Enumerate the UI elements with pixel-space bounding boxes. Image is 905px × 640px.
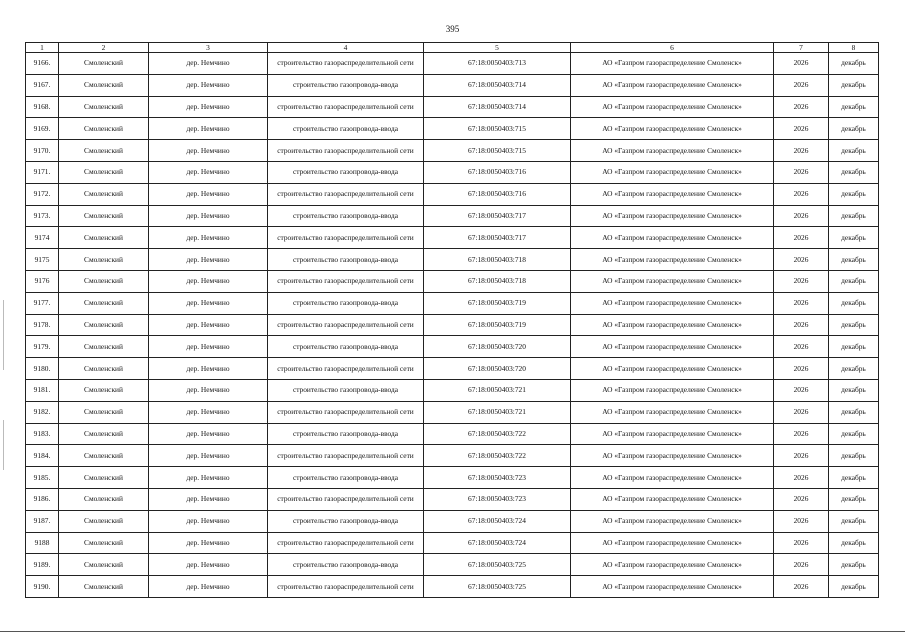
year-cell: 2026 — [774, 358, 829, 380]
cadastral-number-cell: 67:18:0050403:724 — [424, 532, 571, 554]
year-cell: 2026 — [774, 314, 829, 336]
cadastral-number-cell: 67:18:0050403:713 — [424, 53, 571, 75]
district-cell: Смоленский — [59, 183, 149, 205]
row-number-cell: 9177. — [26, 292, 59, 314]
settlement-cell: дер. Немчино — [149, 74, 268, 96]
row-number-cell: 9181. — [26, 379, 59, 401]
row-number-cell: 9184. — [26, 445, 59, 467]
settlement-cell: дер. Немчино — [149, 314, 268, 336]
table-row — [26, 336, 879, 358]
table-row — [26, 554, 879, 576]
settlement-cell: дер. Немчино — [149, 401, 268, 423]
settlement-cell: дер. Немчино — [149, 140, 268, 162]
organization-cell: АО «Газпром газораспределение Смоленск» — [571, 358, 774, 380]
month-cell: декабрь — [829, 576, 879, 598]
table-row — [26, 96, 879, 118]
year-cell: 2026 — [774, 467, 829, 489]
table-row — [26, 140, 879, 162]
settlement-cell: дер. Немчино — [149, 336, 268, 358]
district-cell: Смоленский — [59, 576, 149, 598]
year-cell: 2026 — [774, 53, 829, 75]
month-cell: декабрь — [829, 292, 879, 314]
work-type-cell: строительство газопровода-ввода — [268, 249, 424, 271]
year-cell: 2026 — [774, 379, 829, 401]
table-row — [26, 358, 879, 380]
work-type-cell: строительство газопровода-ввода — [268, 423, 424, 445]
table-row — [26, 249, 879, 271]
district-cell: Смоленский — [59, 532, 149, 554]
organization-cell: АО «Газпром газораспределение Смоленск» — [571, 74, 774, 96]
settlement-cell: дер. Немчино — [149, 423, 268, 445]
work-type-cell: строительство газопровода-ввода — [268, 205, 424, 227]
organization-cell: АО «Газпром газораспределение Смоленск» — [571, 379, 774, 401]
cadastral-number-cell: 67:18:0050403:716 — [424, 161, 571, 183]
cadastral-number-cell: 67:18:0050403:721 — [424, 379, 571, 401]
column-header: 6 — [571, 43, 774, 53]
work-type-cell: строительство газораспределительной сети — [268, 488, 424, 510]
organization-cell: АО «Газпром газораспределение Смоленск» — [571, 183, 774, 205]
row-number-cell: 9175 — [26, 249, 59, 271]
settlement-cell: дер. Немчино — [149, 183, 268, 205]
month-cell: декабрь — [829, 249, 879, 271]
organization-cell: АО «Газпром газораспределение Смоленск» — [571, 510, 774, 532]
row-number-cell: 9188 — [26, 532, 59, 554]
organization-cell: АО «Газпром газораспределение Смоленск» — [571, 249, 774, 271]
work-type-cell: строительство газораспределительной сети — [268, 183, 424, 205]
column-header: 7 — [774, 43, 829, 53]
settlement-cell: дер. Немчино — [149, 96, 268, 118]
table-row — [26, 467, 879, 489]
month-cell: декабрь — [829, 467, 879, 489]
district-cell: Смоленский — [59, 74, 149, 96]
month-cell: декабрь — [829, 96, 879, 118]
column-header: 2 — [59, 43, 149, 53]
table-row — [26, 532, 879, 554]
row-number-cell: 9171. — [26, 161, 59, 183]
table-row — [26, 227, 879, 249]
year-cell: 2026 — [774, 74, 829, 96]
table-row — [26, 401, 879, 423]
row-number-cell: 9190. — [26, 576, 59, 598]
district-cell: Смоленский — [59, 292, 149, 314]
settlement-cell: дер. Немчино — [149, 227, 268, 249]
month-cell: декабрь — [829, 336, 879, 358]
cadastral-number-cell: 67:18:0050403:723 — [424, 488, 571, 510]
work-type-cell: строительство газораспределительной сети — [268, 358, 424, 380]
row-number-cell: 9174 — [26, 227, 59, 249]
row-number-cell: 9169. — [26, 118, 59, 140]
district-cell: Смоленский — [59, 140, 149, 162]
settlement-cell: дер. Немчино — [149, 510, 268, 532]
settlement-cell: дер. Немчино — [149, 358, 268, 380]
table-row — [26, 118, 879, 140]
district-cell: Смоленский — [59, 336, 149, 358]
year-cell: 2026 — [774, 554, 829, 576]
year-cell: 2026 — [774, 118, 829, 140]
district-cell: Смоленский — [59, 554, 149, 576]
year-cell: 2026 — [774, 270, 829, 292]
table-row — [26, 488, 879, 510]
work-type-cell: строительство газораспределительной сети — [268, 140, 424, 162]
column-header: 8 — [829, 43, 879, 53]
year-cell: 2026 — [774, 205, 829, 227]
settlement-cell: дер. Немчино — [149, 161, 268, 183]
header-row — [26, 43, 879, 53]
cadastral-number-cell: 67:18:0050403:715 — [424, 140, 571, 162]
work-type-cell: строительство газораспределительной сети — [268, 445, 424, 467]
row-number-cell: 9179. — [26, 336, 59, 358]
cadastral-number-cell: 67:18:0050403:720 — [424, 336, 571, 358]
settlement-cell: дер. Немчино — [149, 379, 268, 401]
district-cell: Смоленский — [59, 249, 149, 271]
table-body — [26, 53, 879, 598]
work-type-cell: строительство газораспределительной сети — [268, 227, 424, 249]
cadastral-number-cell: 67:18:0050403:719 — [424, 314, 571, 336]
month-cell: декабрь — [829, 554, 879, 576]
table-row — [26, 576, 879, 598]
month-cell: декабрь — [829, 510, 879, 532]
settlement-cell: дер. Немчино — [149, 576, 268, 598]
organization-cell: АО «Газпром газораспределение Смоленск» — [571, 554, 774, 576]
work-type-cell: строительство газопровода-ввода — [268, 379, 424, 401]
year-cell: 2026 — [774, 96, 829, 118]
month-cell: декабрь — [829, 445, 879, 467]
year-cell: 2026 — [774, 488, 829, 510]
cadastral-number-cell: 67:18:0050403:725 — [424, 576, 571, 598]
district-cell: Смоленский — [59, 488, 149, 510]
work-type-cell: строительство газораспределительной сети — [268, 270, 424, 292]
row-number-cell: 9176 — [26, 270, 59, 292]
row-number-cell: 9183. — [26, 423, 59, 445]
settlement-cell: дер. Немчино — [149, 249, 268, 271]
table-row — [26, 53, 879, 75]
district-cell: Смоленский — [59, 379, 149, 401]
row-number-cell: 9185. — [26, 467, 59, 489]
district-cell: Смоленский — [59, 510, 149, 532]
year-cell: 2026 — [774, 510, 829, 532]
organization-cell: АО «Газпром газораспределение Смоленск» — [571, 532, 774, 554]
district-cell: Смоленский — [59, 118, 149, 140]
table-row — [26, 423, 879, 445]
year-cell: 2026 — [774, 183, 829, 205]
settlement-cell: дер. Немчино — [149, 445, 268, 467]
year-cell: 2026 — [774, 292, 829, 314]
district-cell: Смоленский — [59, 445, 149, 467]
scan-edge-mark — [3, 420, 4, 470]
row-number-cell: 9167. — [26, 74, 59, 96]
cadastral-number-cell: 67:18:0050403:721 — [424, 401, 571, 423]
organization-cell: АО «Газпром газораспределение Смоленск» — [571, 227, 774, 249]
work-type-cell: строительство газораспределительной сети — [268, 576, 424, 598]
district-cell: Смоленский — [59, 96, 149, 118]
year-cell: 2026 — [774, 532, 829, 554]
work-type-cell: строительство газопровода-ввода — [268, 336, 424, 358]
settlement-cell: дер. Немчино — [149, 488, 268, 510]
row-number-cell: 9173. — [26, 205, 59, 227]
year-cell: 2026 — [774, 401, 829, 423]
organization-cell: АО «Газпром газораспределение Смоленск» — [571, 118, 774, 140]
organization-cell: АО «Газпром газораспределение Смоленск» — [571, 401, 774, 423]
organization-cell: АО «Газпром газораспределение Смоленск» — [571, 467, 774, 489]
year-cell: 2026 — [774, 576, 829, 598]
settlement-cell: дер. Немчино — [149, 270, 268, 292]
district-cell: Смоленский — [59, 467, 149, 489]
column-header: 1 — [26, 43, 59, 53]
row-number-cell: 9166. — [26, 53, 59, 75]
organization-cell: АО «Газпром газораспределение Смоленск» — [571, 292, 774, 314]
cadastral-number-cell: 67:18:0050403:722 — [424, 445, 571, 467]
settlement-cell: дер. Немчино — [149, 532, 268, 554]
month-cell: декабрь — [829, 401, 879, 423]
row-number-cell: 9187. — [26, 510, 59, 532]
table-row — [26, 183, 879, 205]
column-header: 4 — [268, 43, 424, 53]
month-cell: декабрь — [829, 227, 879, 249]
month-cell: декабрь — [829, 74, 879, 96]
work-type-cell: строительство газопровода-ввода — [268, 161, 424, 183]
cadastral-number-cell: 67:18:0050403:718 — [424, 270, 571, 292]
work-type-cell: строительство газопровода-ввода — [268, 554, 424, 576]
cadastral-number-cell: 67:18:0050403:717 — [424, 227, 571, 249]
month-cell: декабрь — [829, 532, 879, 554]
month-cell: декабрь — [829, 161, 879, 183]
table-row — [26, 74, 879, 96]
month-cell: декабрь — [829, 314, 879, 336]
organization-cell: АО «Газпром газораспределение Смоленск» — [571, 423, 774, 445]
cadastral-number-cell: 67:18:0050403:722 — [424, 423, 571, 445]
work-type-cell: строительство газораспределительной сети — [268, 401, 424, 423]
organization-cell: АО «Газпром газораспределение Смоленск» — [571, 161, 774, 183]
work-type-cell: строительство газораспределительной сети — [268, 96, 424, 118]
table-row — [26, 270, 879, 292]
row-number-cell: 9170. — [26, 140, 59, 162]
month-cell: декабрь — [829, 423, 879, 445]
cadastral-number-cell: 67:18:0050403:714 — [424, 74, 571, 96]
work-type-cell: строительство газораспределительной сети — [268, 53, 424, 75]
month-cell: декабрь — [829, 183, 879, 205]
registry-table — [25, 42, 879, 598]
year-cell: 2026 — [774, 336, 829, 358]
year-cell: 2026 — [774, 249, 829, 271]
work-type-cell: строительство газопровода-ввода — [268, 292, 424, 314]
row-number-cell: 9168. — [26, 96, 59, 118]
row-number-cell: 9172. — [26, 183, 59, 205]
cadastral-number-cell: 67:18:0050403:725 — [424, 554, 571, 576]
month-cell: декабрь — [829, 140, 879, 162]
district-cell: Смоленский — [59, 423, 149, 445]
organization-cell: АО «Газпром газораспределение Смоленск» — [571, 314, 774, 336]
district-cell: Смоленский — [59, 205, 149, 227]
column-header: 3 — [149, 43, 268, 53]
month-cell: декабрь — [829, 379, 879, 401]
settlement-cell: дер. Немчино — [149, 292, 268, 314]
work-type-cell: строительство газопровода-ввода — [268, 74, 424, 96]
month-cell: декабрь — [829, 205, 879, 227]
cadastral-number-cell: 67:18:0050403:716 — [424, 183, 571, 205]
page-number: 395 — [445, 24, 460, 34]
settlement-cell: дер. Немчино — [149, 118, 268, 140]
row-number-cell: 9178. — [26, 314, 59, 336]
month-cell: декабрь — [829, 358, 879, 380]
table-row — [26, 314, 879, 336]
page-bottom-rule — [0, 631, 905, 632]
table-row — [26, 161, 879, 183]
cadastral-number-cell: 67:18:0050403:723 — [424, 467, 571, 489]
column-header: 5 — [424, 43, 571, 53]
year-cell: 2026 — [774, 445, 829, 467]
month-cell: декабрь — [829, 488, 879, 510]
row-number-cell: 9186. — [26, 488, 59, 510]
month-cell: декабрь — [829, 118, 879, 140]
month-cell: декабрь — [829, 270, 879, 292]
settlement-cell: дер. Немчино — [149, 53, 268, 75]
scan-edge-mark — [3, 300, 4, 370]
row-number-cell: 9182. — [26, 401, 59, 423]
district-cell: Смоленский — [59, 270, 149, 292]
organization-cell: АО «Газпром газораспределение Смоленск» — [571, 445, 774, 467]
settlement-cell: дер. Немчино — [149, 205, 268, 227]
row-number-cell: 9180. — [26, 358, 59, 380]
year-cell: 2026 — [774, 140, 829, 162]
organization-cell: АО «Газпром газораспределение Смоленск» — [571, 488, 774, 510]
cadastral-number-cell: 67:18:0050403:715 — [424, 118, 571, 140]
cadastral-number-cell: 67:18:0050403:717 — [424, 205, 571, 227]
organization-cell: АО «Газпром газораспределение Смоленск» — [571, 336, 774, 358]
organization-cell: АО «Газпром газораспределение Смоленск» — [571, 205, 774, 227]
work-type-cell: строительство газораспределительной сети — [268, 532, 424, 554]
district-cell: Смоленский — [59, 314, 149, 336]
month-cell: декабрь — [829, 53, 879, 75]
work-type-cell: строительство газопровода-ввода — [268, 467, 424, 489]
organization-cell: АО «Газпром газораспределение Смоленск» — [571, 576, 774, 598]
district-cell: Смоленский — [59, 401, 149, 423]
work-type-cell: строительство газораспределительной сети — [268, 314, 424, 336]
district-cell: Смоленский — [59, 358, 149, 380]
work-type-cell: строительство газопровода-ввода — [268, 510, 424, 532]
year-cell: 2026 — [774, 161, 829, 183]
year-cell: 2026 — [774, 227, 829, 249]
district-cell: Смоленский — [59, 161, 149, 183]
cadastral-number-cell: 67:18:0050403:718 — [424, 249, 571, 271]
district-cell: Смоленский — [59, 227, 149, 249]
table-row — [26, 379, 879, 401]
settlement-cell: дер. Немчино — [149, 554, 268, 576]
table-row — [26, 292, 879, 314]
organization-cell: АО «Газпром газораспределение Смоленск» — [571, 270, 774, 292]
settlement-cell: дер. Немчино — [149, 467, 268, 489]
cadastral-number-cell: 67:18:0050403:724 — [424, 510, 571, 532]
table-row — [26, 205, 879, 227]
work-type-cell: строительство газопровода-ввода — [268, 118, 424, 140]
row-number-cell: 9189. — [26, 554, 59, 576]
organization-cell: АО «Газпром газораспределение Смоленск» — [571, 96, 774, 118]
cadastral-number-cell: 67:18:0050403:714 — [424, 96, 571, 118]
table-row — [26, 510, 879, 532]
organization-cell: АО «Газпром газораспределение Смоленск» — [571, 140, 774, 162]
year-cell: 2026 — [774, 423, 829, 445]
table-row — [26, 445, 879, 467]
organization-cell: АО «Газпром газораспределение Смоленск» — [571, 53, 774, 75]
cadastral-number-cell: 67:18:0050403:720 — [424, 358, 571, 380]
district-cell: Смоленский — [59, 53, 149, 75]
cadastral-number-cell: 67:18:0050403:719 — [424, 292, 571, 314]
